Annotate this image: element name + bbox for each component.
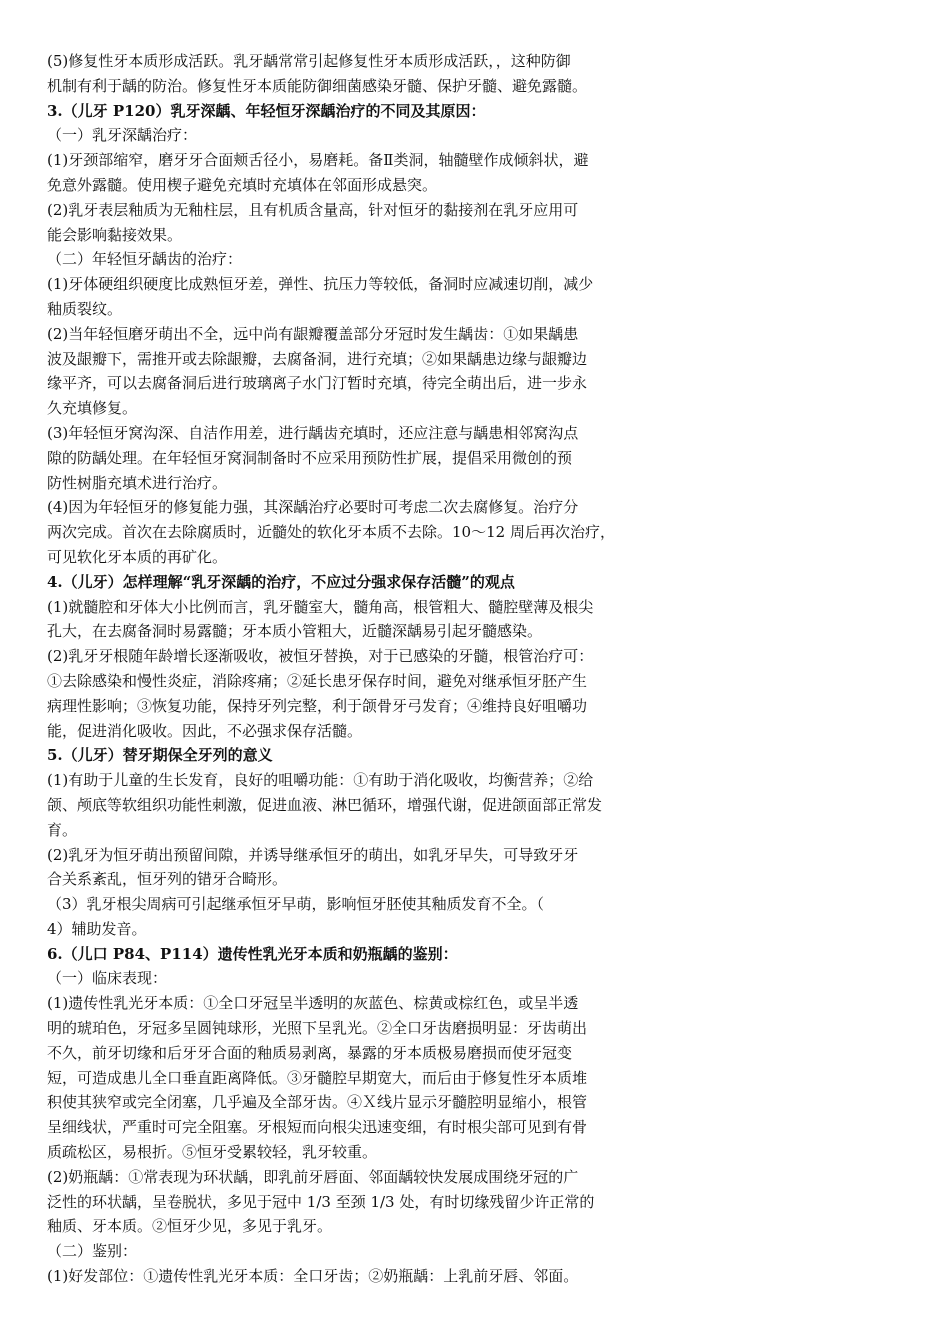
text-line: (2)当年轻恒磨牙萌出不全，远中尚有龈瓣覆盖部分牙冠时发生龋齿：①如果龋患 <box>47 324 579 343</box>
text-line: 两次完成。首次在去除腐质时，近髓处的软化牙本质不去除。10～12 周后再次治疗， <box>47 523 615 542</box>
text-line: (2)乳牙为恒牙萌出预留间隙，并诱导继承恒牙的萌出，如乳牙早失，可导致牙牙 <box>47 845 579 864</box>
text-line: (1)牙体硬组织硬度比成熟恒牙差，弹性、抗压力等较低，备洞时应减速切削，减少 <box>47 275 594 294</box>
text-line: 短，可造成患儿全口垂直距离降低。③牙髓腔早期宽大，而后由于修复性牙本质堆 <box>47 1068 588 1087</box>
text-line: (2)乳牙表层釉质为无釉柱层，且有机质含量高，针对恒牙的黏接剂在乳牙应用可 <box>47 200 579 219</box>
text-line: 可见软化牙本质的再矿化。 <box>47 547 228 566</box>
text-line: （一）乳牙深龋治疗： <box>47 126 198 145</box>
text-line: 能，促进消化吸收。因此，不必强求保存活髓。 <box>47 721 363 740</box>
text-line: 能会影响黏接效果。 <box>47 225 183 244</box>
section-heading: 5.（儿牙）替牙期保全牙列的意义 <box>47 746 273 765</box>
text-line: (1)遗传性乳光牙本质：①全口牙冠呈半透明的灰蓝色、棕黄或棕红色，或呈半透 <box>47 994 579 1013</box>
text-line: 积使其狭窄或完全闭塞，几乎遍及全部牙齿。④Ｘ线片显示牙髓腔明显缩小，根管 <box>47 1093 588 1112</box>
section-heading: 6.（儿口 P84、P114）遗传性乳光牙本质和奶瓶龋的鉴别： <box>47 944 458 963</box>
text-line: (1)就髓腔和牙体大小比例而言，乳牙髓室大，髓角高，根管粗大、髓腔壁薄及根尖 <box>47 597 594 616</box>
text-line: (5)修复性牙本质形成活跃。乳牙龋常常引起修复性牙本质形成活跃，，这种防御 <box>47 52 571 70</box>
text-line: 质疏松区，易根折。⑤恒牙受累较轻，乳牙较重。 <box>47 1143 378 1162</box>
text-line: 泛性的环状龋，呈卷脱状，多见于冠中 1/3 至颈 1/3 处，有时切缘残留少许正常的 <box>47 1192 595 1211</box>
text-line: 明的琥珀色，牙冠多呈圆钝球形，光照下呈乳光。②全口牙齿磨损明显：牙齿萌出 <box>47 1019 588 1038</box>
text-line: 颌、颅底等软组织功能性刺激，促进血液、淋巴循环，增强代谢，促进颌面部正常发 <box>47 795 603 814</box>
section-heading: 3.（儿牙 P120）乳牙深龋、年轻恒牙深龋治疗的不同及其原因： <box>47 101 486 120</box>
text-line: 病理性影响；③恢复功能，保持牙列完整，利于颌骨牙弓发育；④维持良好咀嚼功 <box>47 696 588 715</box>
text-line: 久充填修复。 <box>47 399 138 418</box>
text-line: 釉质裂纹。 <box>47 299 123 318</box>
text-line: (2)乳牙牙根随年龄增长逐渐吸收，被恒牙替换，对于已感染的牙髓，根管治疗可： <box>47 647 594 666</box>
text-line: ①去除感染和慢性炎症，消除疼痛；②延长患牙保存时间，避免对继承恒牙胚产生 <box>47 671 588 690</box>
text-line: 机制有利于龋的防治。修复性牙本质能防御细菌感染牙髓、保护牙髓、避免露髓。 <box>47 76 588 95</box>
text-line: 防性树脂充填术进行治疗。 <box>47 473 228 492</box>
text-line: （二）年轻恒牙龋齿的治疗： <box>47 250 243 269</box>
text-line: (1)好发部位：①遗传性乳光牙本质：全口牙齿；②奶瓶龋：上乳前牙唇、邻面。 <box>47 1267 579 1286</box>
section-heading: 4.（儿牙）怎样理解“乳牙深龋的治疗，不应过分强求保存活髓”的观点 <box>47 572 515 591</box>
text-line: 缘平齐，可以去腐备洞后进行玻璃离子水门汀暂时充填，待完全萌出后，进一步永 <box>47 374 588 393</box>
text-line: (1)有助于儿童的生长发育，良好的咀嚼功能：①有助于消化吸收，均衡营养；②给 <box>47 771 594 790</box>
text-line: 免意外露髓。使用楔子避免充填时充填体在邻面形成悬突。 <box>47 175 438 194</box>
text-line: (3)年轻恒牙窝沟深、自洁作用差，进行龋齿充填时，还应注意与龋患相邻窝沟点 <box>47 423 579 442</box>
text-line: （3）乳牙根尖周病可引起继承恒牙早萌，影响恒牙胚使其釉质发育不全。（ <box>47 895 545 914</box>
text-line: 呈细线状，严重时可完全阻塞。牙根短而向根尖迅速变细，有时根尖部可见到有骨 <box>47 1118 588 1137</box>
text-line: 隙的防龋处理。在年轻恒牙窝洞制备时不应采用预防性扩展，提倡采用微创的预 <box>47 448 573 467</box>
text-line: 合关系紊乱，恒牙列的错牙合畸形。 <box>47 870 288 889</box>
text-line: （二）鉴别： <box>47 1242 138 1261</box>
document-body <box>47 49 647 1289</box>
text-line: (2)奶瓶龋：①常表现为环状龋，即乳前牙唇面、邻面龋较快发展成围绕牙冠的广 <box>47 1167 579 1186</box>
text-line: (4)因为年轻恒牙的修复能力强，其深龋治疗必要时可考虑二次去腐修复。治疗分 <box>47 498 579 517</box>
text-line: 波及龈瓣下，需推开或去除龈瓣，去腐备洞，进行充填；②如果龋患边缘与龈瓣边 <box>47 349 588 368</box>
text-line: 育。 <box>47 820 78 839</box>
text-line: 不久，前牙切缘和后牙牙合面的釉质易剥离，暴露的牙本质极易磨损而使牙冠变 <box>47 1043 573 1062</box>
text-line: （一）临床表现： <box>47 969 168 988</box>
text-line: (1)牙颈部缩窄，磨牙牙合面颊舌径小，易磨耗。备Ⅱ类洞，轴髓壁作成倾斜状，避 <box>47 151 589 170</box>
text-line: 孔大，在去腐备洞时易露髓；牙本质小管粗大，近髓深龋易引起牙髓感染。 <box>47 622 543 641</box>
text-line: 釉质、牙本质。②恒牙少见，多见于乳牙。 <box>47 1217 333 1236</box>
text-line: 4）辅助发音。 <box>47 919 147 938</box>
